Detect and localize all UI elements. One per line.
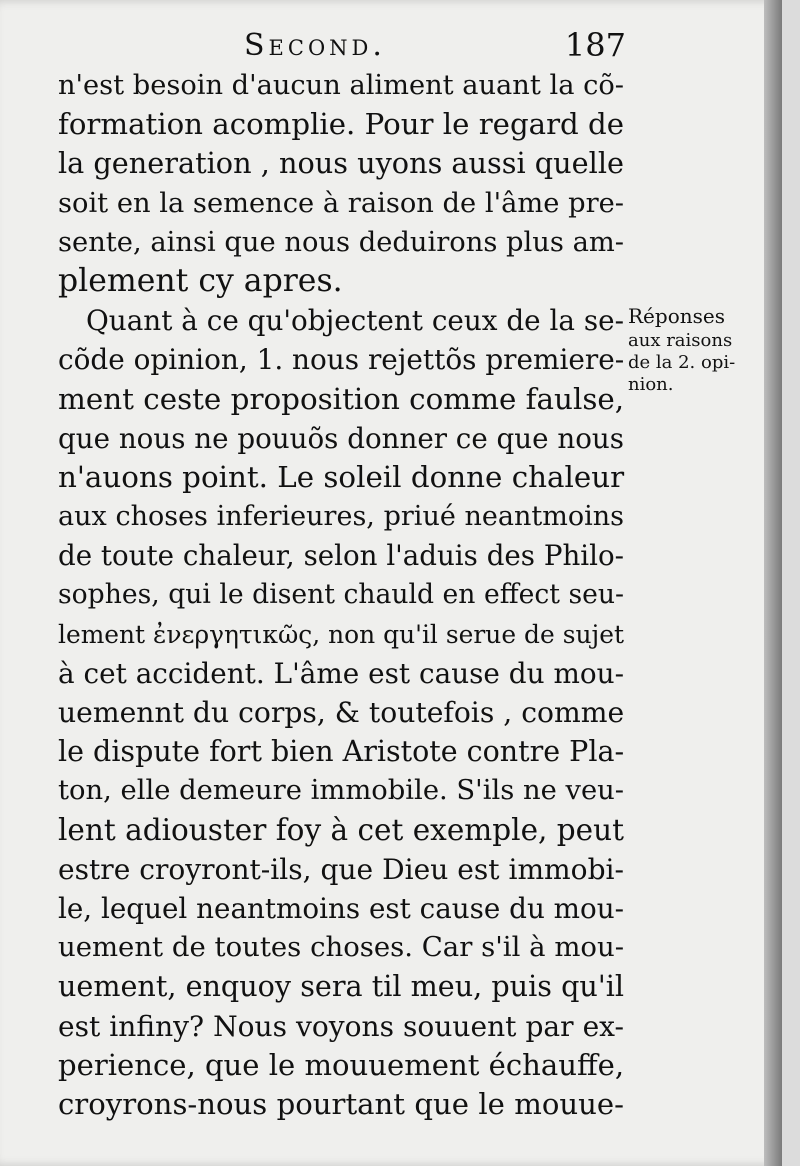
marginal-note-line: aux raisons bbox=[628, 330, 733, 351]
page-header bbox=[60, 22, 626, 66]
text-line: n'auons point. Le soleil donne chaleur bbox=[58, 459, 625, 494]
marginal-note bbox=[628, 302, 770, 396]
text-line: uemennt du corps, & toutefois , comme bbox=[58, 696, 625, 729]
marginal-note-line: de la 2. opi- bbox=[628, 352, 736, 373]
text-line: perience, que le mouuement échauffe, bbox=[58, 1047, 625, 1082]
text-line: ton, elle demeure immobile. S'ils ne veu- bbox=[58, 775, 625, 807]
text-line: la generation , nous uyons aussi quelle bbox=[58, 146, 624, 181]
marginal-note-line: nion. bbox=[628, 374, 674, 395]
page-edge-shadow bbox=[764, 0, 782, 1166]
text-line: aux choses inferieures, priué neantmoins bbox=[58, 501, 624, 533]
page-number: 187 bbox=[564, 26, 626, 64]
text-line: cõde opinion, 1. nous rejettõs premiere- bbox=[58, 343, 625, 377]
text-line: sente, ainsi que nous deduirons plus am- bbox=[58, 226, 625, 258]
text-line: le dispute fort bien Aristote contre Pla- bbox=[58, 735, 625, 769]
text-line: estre croyront-ils, que Dieu est immobi- bbox=[58, 852, 624, 886]
text-line: que nous ne pouuõs donner ce que nous bbox=[58, 421, 624, 455]
text-line: plement cy apres. bbox=[58, 262, 343, 299]
running-head: Second. bbox=[244, 28, 386, 63]
marginal-note-line: Réponses bbox=[628, 304, 725, 328]
text-line: soit en la semence à raison de l'âme pre- bbox=[58, 187, 624, 219]
text-line: ment ceste proposition comme faulse, bbox=[58, 381, 625, 416]
text-line: de toute chaleur, selon l'aduis des Philo- bbox=[58, 539, 624, 573]
text-line: uement, enquoy sera til meu, puis qu'il bbox=[58, 969, 624, 1004]
body-text bbox=[58, 66, 624, 1124]
text-line: le, lequel neantmoins est cause du mou- bbox=[58, 891, 624, 925]
text-line: formation acomplie. Pour le regard de bbox=[58, 107, 625, 142]
text-line: sophes, qui le disent chauld en effect seu- bbox=[58, 579, 624, 611]
text-line: croyrons-nous pourtant que le mouue- bbox=[58, 1086, 624, 1121]
text-line: à cet accident. L'âme est cause du mou- bbox=[58, 656, 624, 690]
text-line: uement de toutes choses. Car s'il à mou- bbox=[58, 931, 624, 964]
text-line: est infiny? Nous voyons souuent par ex- bbox=[58, 1009, 624, 1043]
text-line: n'est besoin d'aucun aliment auant la cõ- bbox=[58, 70, 624, 101]
text-line: lent adiouster foy à cet exemple, peut bbox=[58, 812, 624, 847]
paragraph-start-line: Quant à ce qu'objectent ceux de la se- bbox=[86, 304, 624, 338]
text-line: lement ἐνεργητικῶς, non qu'il serue de sujet bbox=[58, 619, 624, 649]
